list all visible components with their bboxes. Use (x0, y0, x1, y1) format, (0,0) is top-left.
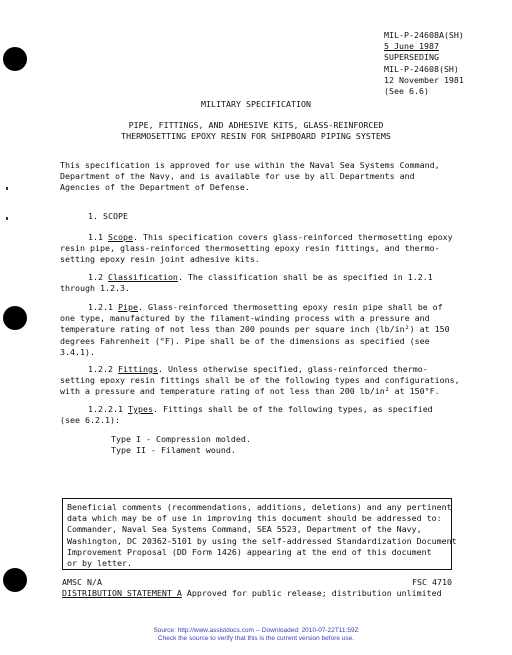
comment-box (62, 498, 457, 570)
para-text: temperature rating of not less than 200 pounds per square inch (lb/in²) at 150 (60, 324, 450, 335)
doc-date: 5 June 1987 (384, 41, 439, 52)
title-block (0, 120, 512, 142)
para-text: setting epoxy resin fittings shall be of the following types and configurations, (60, 375, 460, 386)
superseded-id: MIL-P-24608(SH) (384, 63, 459, 74)
punch-hole-bottom (3, 568, 27, 592)
margin-mark (6, 217, 8, 220)
para-title: Classification (108, 272, 178, 282)
paragraph-1-1 (60, 232, 455, 266)
title-line-2: THERMOSETTING EPOXY RESIN FOR SHIPBOARD PIPING SYSTEMS (121, 131, 391, 142)
comment-line: Improvement Proposal (DD Form 1426) appearing at the end of this document (67, 546, 432, 557)
approval-paragraph (60, 160, 455, 194)
source-line-2: Check the source to verify that this is the current version before use. (157, 635, 355, 642)
comment-line: data which may be of use in improving this document should be addressed to: (67, 513, 442, 524)
para-text: resin pipe, glass-reinforced thermosetting epoxy resin fittings, and thermo- (60, 243, 440, 254)
para-text: . This specification covers glass-reinforced thermosetting epoxy (132, 232, 453, 242)
para-text: . Fittings shall be of the following types, as specified (152, 404, 433, 414)
section-heading-scope: 1. SCOPE (88, 211, 128, 221)
types-list (111, 434, 251, 456)
document-header (384, 30, 464, 97)
para-number: 1.2.2 (88, 364, 113, 374)
paragraph-1-2-2-1 (60, 404, 455, 426)
source-line-1: Source: http://www.assistdocs.com -- Downloaded: 2010-07-22T11:59Z (153, 627, 359, 634)
para-title: Types (127, 404, 153, 414)
comment-line: or by letter. (67, 558, 132, 569)
para-number: 1.1 (88, 232, 103, 242)
comment-line: Commander, Naval Sea Systems Command, SEA 5523, Department of the Navy, (67, 524, 422, 535)
title-line-1: PIPE, FITTINGS, AND ADHESIVE KITS, GLASS-REINFORCED (128, 120, 384, 130)
list-item: Type I - Compression molded. (111, 434, 251, 444)
para-title: Fittings (117, 364, 158, 374)
doc-id: MIL-P-24608A(SH) (384, 30, 464, 40)
approval-line: Department of the Navy, and is available for use by all Departments and (60, 171, 415, 182)
distribution-label: DISTRIBUTION STATEMENT A (62, 588, 182, 598)
source-footer (0, 627, 512, 643)
margin-mark (6, 187, 8, 190)
approval-line: This specification is approved for use within the Naval Sea Systems Command, (60, 160, 440, 170)
para-text: with a pressure and temperature rating of not less than 200 lb/in² at 150°F. (60, 386, 440, 397)
para-text: setting epoxy resin joint adhesive kits. (60, 254, 260, 265)
para-text: degrees Fahrenheit (°F). Pipe shall be of the dimensions as specified (see (60, 335, 430, 346)
para-text: . Glass-reinforced thermosetting epoxy resin pipe shall be of (137, 302, 443, 312)
para-number: 1.2 (88, 272, 103, 282)
approval-line: Agencies of the Department of Defense. (60, 182, 250, 193)
para-text: 3.4.1). (60, 346, 95, 357)
comment-line: Beneficial comments (recommendations, additions, deletions) and any pertinent (67, 502, 452, 512)
para-title: Pipe (117, 302, 138, 312)
punch-hole-middle (3, 306, 27, 330)
para-title: Scope (108, 232, 133, 242)
paragraph-1-2-2 (60, 364, 460, 398)
comment-line: Washington, DC 20362-5101 by using the self-addressed Standardization Document (67, 535, 457, 546)
punch-hole-top (3, 47, 27, 71)
paragraph-1-2 (60, 272, 455, 294)
para-text: (see 6.2.1): (60, 415, 120, 426)
distribution-statement (62, 588, 442, 599)
distribution-text: Approved for public release; distribution unlimited (181, 588, 442, 598)
superseding-label: SUPERSEDING (384, 52, 439, 63)
superseded-date: 12 November 1981 (384, 74, 464, 85)
para-text: one type, manufactured by the filament-winding process with a pressure and (60, 313, 430, 324)
para-text: through 1.2.3. (60, 283, 130, 294)
fsc-label: FSC 4710 (412, 577, 452, 587)
para-number: 1.2.1 (88, 302, 113, 312)
spec-type: MILITARY SPECIFICATION (201, 99, 311, 109)
amsc-label: AMSC N/A (62, 577, 102, 587)
para-number: 1.2.2.1 (88, 404, 123, 414)
para-text: . The classification shall be as specified in 1.2.1 (177, 272, 433, 282)
paragraph-1-2-1 (60, 302, 455, 358)
list-item: Type II - Filament wound. (111, 445, 236, 456)
see-note: (See 6.6) (384, 86, 429, 97)
para-text: . Unless otherwise specified, glass-reinforced thermo- (157, 364, 428, 374)
